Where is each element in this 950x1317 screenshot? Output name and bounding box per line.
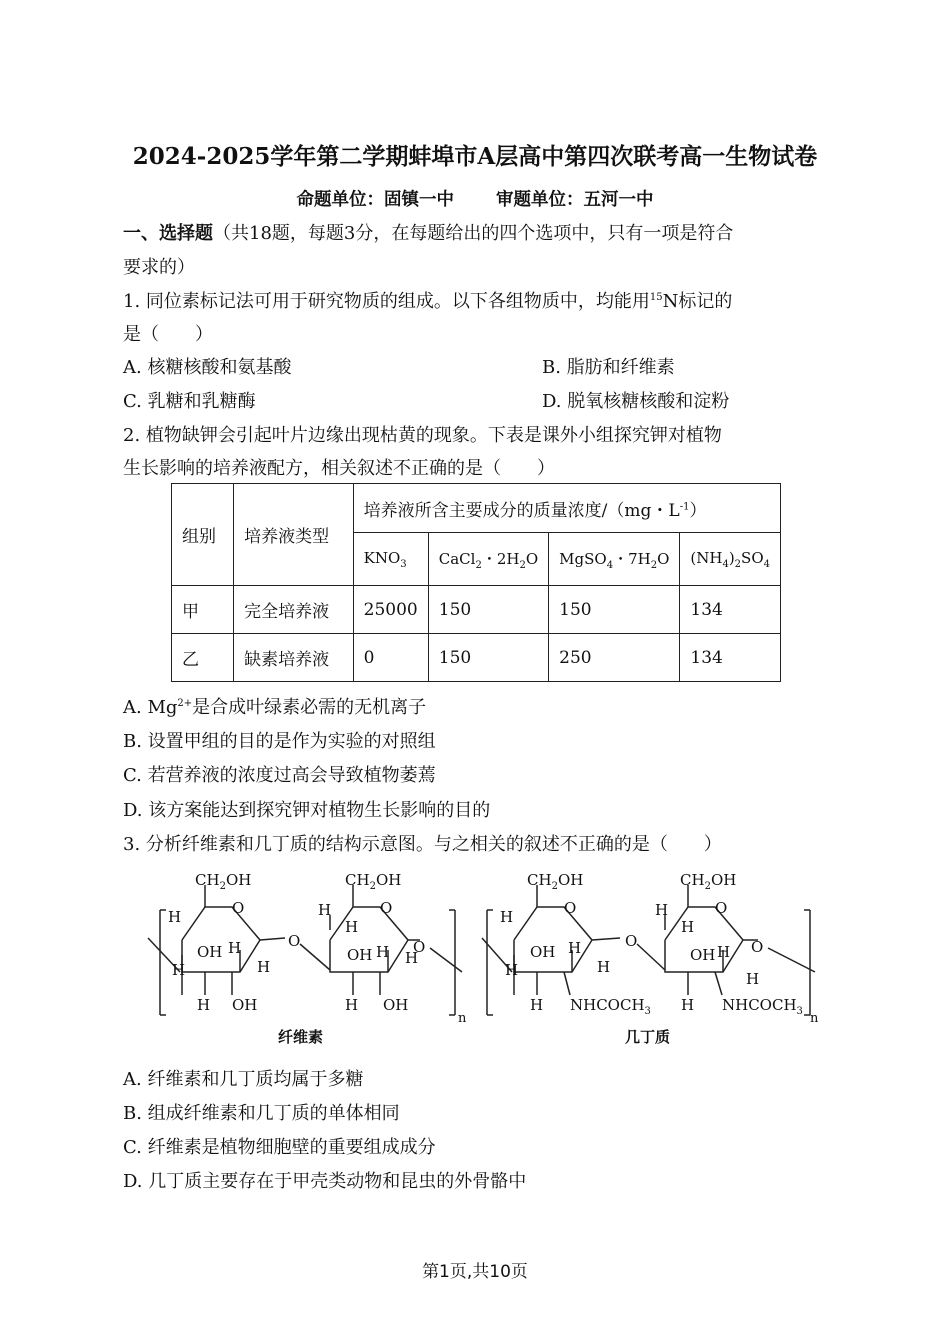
row-group: 甲 <box>172 586 234 634</box>
row-type: 缺素培养液 <box>234 634 353 682</box>
table-row <box>172 586 781 634</box>
svg-text:CH2OH: $CH_2OH$ <box>345 871 402 892</box>
row-type: 完全培养液 <box>234 586 353 634</box>
row-kno3: 0 <box>353 634 428 682</box>
section-title: 一、选择题 <box>123 223 213 244</box>
svg-text:NHCOCH3: $NHCOCH_3$ <box>722 996 803 1017</box>
q1-stem <box>123 287 732 313</box>
svg-text:CH2OH: $CH_2OH$ <box>680 871 737 892</box>
svg-text:H: H <box>168 908 182 926</box>
setter-unit: 命题单位：固镇一中 <box>296 190 454 210</box>
svg-text:O: O <box>715 899 728 917</box>
nutrient-table <box>171 483 781 682</box>
svg-text:OH: OH <box>197 943 223 961</box>
svg-text:H: H <box>257 958 271 976</box>
svg-text:H: H <box>655 901 669 919</box>
q2-option-c: C. 若营养液的浓度过高会导致植物萎蔫 <box>123 765 436 786</box>
svg-text:H: H <box>376 943 390 961</box>
header-mgso4: MgSO$_4$・$7H_2O$ <box>549 533 680 586</box>
page-title: 2024-2025学年第二学期蚌埠市A层高中第四次联考高一生物试卷 <box>132 143 818 170</box>
svg-text:CH2OH: $CH_2OH$ <box>195 871 252 892</box>
row-nh4so4: 134 <box>680 634 781 682</box>
row-mgso4: 150 <box>549 586 680 634</box>
svg-text:O: O <box>625 932 638 950</box>
svg-text:OH: OH <box>232 996 258 1014</box>
svg-text:NHCOCH3: $NHCOCH_3$ <box>570 996 651 1017</box>
svg-text:H: H <box>500 908 514 926</box>
header-cacl2: CaCl$_2$・$2H_2O$ <box>428 533 548 586</box>
row-mgso4: 250 <box>549 634 680 682</box>
q2-stem: 2. 植物缺钾会引起叶片边缘出现枯黄的现象。下表是课外小组探究钾对植物 <box>123 425 722 446</box>
q1-option-d: D. 脱氧核糖核酸和淀粉 <box>542 391 730 412</box>
q1-stem-2: 是（ ） <box>123 324 213 345</box>
svg-text:O: O <box>380 899 393 917</box>
svg-text:O: O <box>564 899 577 917</box>
q3-option-b: B. 组成纤维素和几丁质的单体相同 <box>123 1103 400 1124</box>
svg-text:H: H <box>197 996 211 1014</box>
svg-text:O: O <box>751 938 764 956</box>
svg-text:H: H <box>746 970 760 988</box>
svg-text:OH: OH <box>690 946 716 964</box>
exam-units <box>0 186 950 211</box>
q2-option-a: A. $Mg^{2+}$是合成叶绿素必需的无机离子 <box>123 697 427 718</box>
q1-option-a: A. 核糖核酸和氨基酸 <box>123 357 292 378</box>
header-nh4so4: $(NH_4)_2SO_4$ <box>680 533 781 586</box>
row-nh4so4: 134 <box>680 586 781 634</box>
header-kno3: $KNO_3$ <box>353 533 428 586</box>
conc-suffix: ） <box>689 500 707 521</box>
q1-stem-text-b: N标记的 <box>662 291 733 312</box>
q3-option-a: A. 纤维素和几丁质均属于多糖 <box>123 1069 364 1090</box>
reviewer-unit: 审题单位：五河一中 <box>496 190 654 210</box>
svg-text:H: H <box>172 961 186 979</box>
row-cacl2: 150 <box>428 586 548 634</box>
conc-exp: -1 <box>679 500 690 512</box>
q3-option-c: C. 纤维素是植物细胞壁的重要组成成分 <box>123 1137 436 1158</box>
svg-text:n: n <box>458 1011 467 1026</box>
q3-stem: 3. 分析纤维素和几丁质的结构示意图。与之相关的叙述不正确的是（ ） <box>123 834 722 855</box>
svg-text:H: H <box>681 918 695 936</box>
header-group: 组别 <box>172 484 234 586</box>
section-instructions-2: 要求的） <box>123 257 195 278</box>
page-footer: 第1页,共10页 <box>422 1262 528 1282</box>
svg-text:O: O <box>288 932 301 950</box>
svg-text:H: H <box>681 996 695 1014</box>
svg-text:H: H <box>568 939 582 957</box>
section-instructions: （共18题，每题3分，在每题给出的四个选项中，只有一项是符合 <box>213 223 734 244</box>
svg-text:O: O <box>232 899 245 917</box>
section-heading <box>123 219 733 245</box>
svg-text:H: H <box>717 943 731 961</box>
row-group: 乙 <box>172 634 234 682</box>
chitin-label: 几丁质 <box>625 1028 671 1046</box>
cellulose-label: 纤维素 <box>278 1028 324 1046</box>
svg-text:n: n <box>810 1011 819 1026</box>
svg-text:OH: OH <box>347 946 373 964</box>
q3-option-d: D. 几丁质主要存在于甲壳类动物和昆虫的外骨骼中 <box>123 1171 527 1192</box>
header-concentration <box>353 484 780 533</box>
isotope-mass: 15 <box>649 292 663 303</box>
row-kno3: 25000 <box>353 586 428 634</box>
row-cacl2: 150 <box>428 634 548 682</box>
svg-text:H: H <box>228 939 242 957</box>
svg-text:O: O <box>413 938 426 956</box>
svg-text:H: H <box>597 958 611 976</box>
table-row <box>172 634 781 682</box>
q1-option-b: B. 脂肪和纤维素 <box>542 357 675 378</box>
svg-text:OH: OH <box>383 996 409 1014</box>
polysaccharide-structure-figure <box>0 860 950 1055</box>
svg-text:H: H <box>345 996 359 1014</box>
q2-option-b: B. 设置甲组的目的是作为实验的对照组 <box>123 731 436 752</box>
conc-label: 培养液所含主要成分的质量浓度/（mg・L <box>363 500 680 521</box>
q1-stem-text: 1. 同位素标记法可用于研究物质的组成。以下各组物质中，均能用 <box>123 291 650 312</box>
svg-text:CH2OH: $CH_2OH$ <box>527 871 584 892</box>
q1-option-c: C. 乳糖和乳糖酶 <box>123 391 256 412</box>
svg-text:H: H <box>405 949 419 967</box>
header-type: 培养液类型 <box>234 484 353 586</box>
svg-text:OH: OH <box>530 943 556 961</box>
svg-text:H: H <box>318 901 332 919</box>
q2-option-d: D. 该方案能达到探究钾对植物生长影响的目的 <box>123 800 491 821</box>
q2-stem-2: 生长影响的培养液配方，相关叙述不正确的是（ ） <box>123 458 555 479</box>
svg-text:H: H <box>505 961 519 979</box>
svg-text:H: H <box>345 918 359 936</box>
svg-text:H: H <box>530 996 544 1014</box>
